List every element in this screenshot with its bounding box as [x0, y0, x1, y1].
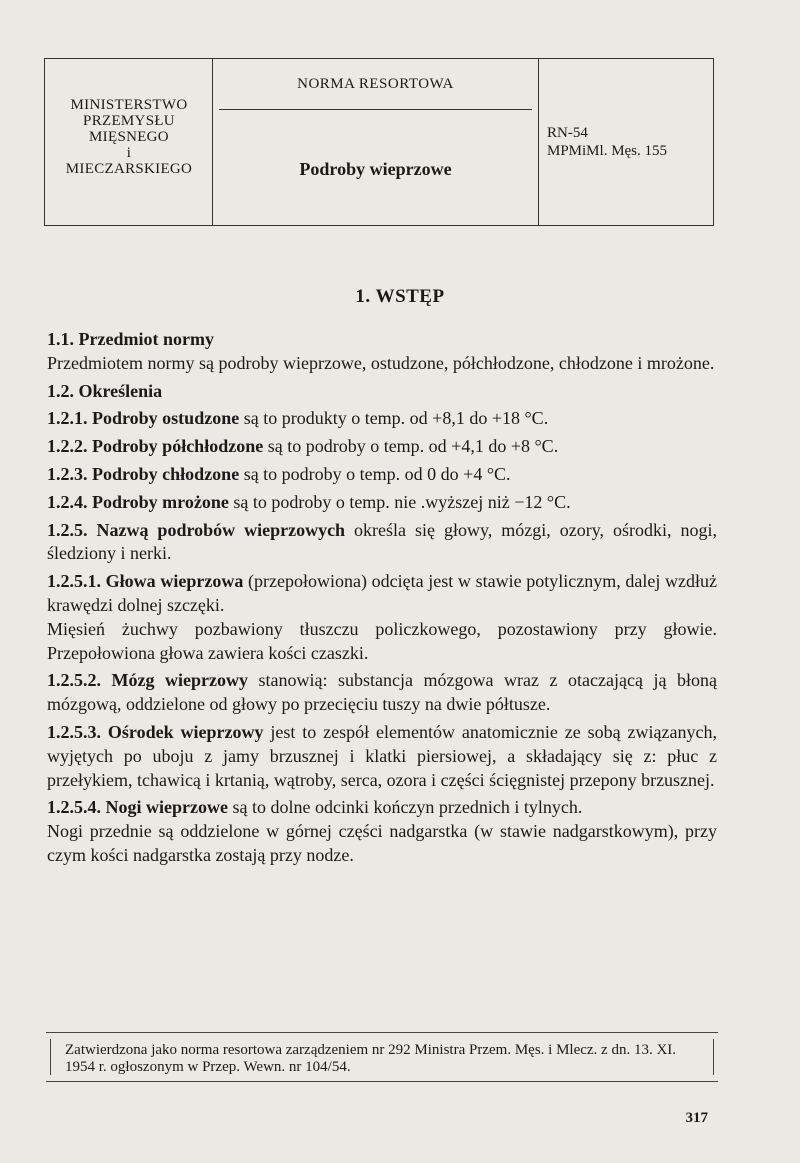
page-number: 317: [685, 1110, 708, 1126]
paragraph-heading: 1.2.5.3. Ośrodek wieprzowy: [47, 721, 264, 742]
ministry-line: MIECZARSKIEGO: [65, 161, 193, 177]
paragraph-text: Nogi przednie są oddzielone w górnej części nadgarstka (w stawie nadgarstkowym), przy czym kości nadgarstka zostają przy nodze.: [47, 821, 717, 865]
paragraph: [47, 352, 717, 376]
norm-code: RN-54: [547, 125, 588, 141]
paragraph-text: są to podroby o temp. nie .wyższej niż −12 °C.: [228, 491, 571, 512]
ministry-name: [45, 97, 213, 177]
paragraph: [47, 407, 717, 431]
approval-note-box: [46, 1032, 718, 1082]
title-cell: [213, 59, 539, 225]
section-title: 1. WSTĘP: [355, 286, 445, 307]
paragraph-heading: 1.2.2. Podroby półchłodzone: [47, 436, 264, 457]
document-title: Podroby wieprzowe: [299, 159, 452, 179]
paragraph-text: stanowią: substancja mózgowa wraz z otaczającą ją błoną mózgową, oddzielone od głowy po przecięciu tuszy na dwie półtusze.: [47, 670, 717, 715]
divider: [219, 109, 532, 110]
document-body: [47, 328, 717, 868]
paragraph-text: są to dolne odcinki kończyn przednich i tylnych.: [227, 797, 583, 818]
paragraph-text: są to podroby o temp. od +4,1 do +8 °C.: [263, 436, 559, 457]
ministry-line: MINISTERSTWO: [70, 97, 188, 113]
paragraph-heading: 1.2.4. Podroby mrożone: [47, 491, 229, 512]
paragraph: [47, 435, 717, 459]
paragraph-heading: 1.1. Przedmiot normy: [47, 329, 214, 349]
approval-note: Zatwierdzona jako norma resortowa zarządzeniem nr 292 Ministra Przem. Męs. i Mlecz. z dn. 13. XI. 1954 r. ogłoszonym w Przep. Wewn. nr 104/54.: [65, 1042, 677, 1075]
norm-reference: MPMiMl. Męs. 155: [547, 143, 668, 159]
paragraph: [47, 570, 717, 618]
norm-type: NORMA RESORTOWA: [297, 76, 454, 92]
paragraph: [47, 491, 717, 515]
paragraph-heading: 1.2.3. Podroby chłodzone: [47, 463, 240, 484]
ministry-line: PRZEMYSŁU: [83, 113, 175, 129]
paragraph-text: Mięsień żuchwy pozbawiony tłuszczu policzkowego, pozostawiony przy głowie. Przepołowiona głowa zawiera kości czaszki.: [47, 618, 717, 663]
paragraph: [47, 669, 717, 717]
paragraph: [47, 380, 717, 404]
paragraph: [47, 519, 717, 567]
ministry-cell: [45, 59, 213, 225]
paragraph-heading: 1.2. Określenia: [47, 380, 163, 401]
paragraph: [47, 820, 717, 868]
paragraph-heading: 1.2.5.1. Głowa wieprzowa: [47, 571, 244, 592]
paragraph: [47, 721, 717, 792]
paragraph-text: Przedmiotem normy są podroby wieprzowe, ostudzone, półchłodzone, chłodzone i mrożone.: [47, 352, 715, 373]
ministry-line: MIĘSNEGO: [89, 129, 169, 145]
paragraph-text: są to produkty o temp. od +8,1 do +18 °C.: [239, 408, 549, 429]
paragraph: [47, 463, 717, 487]
code-cell: [539, 59, 715, 225]
header-table: [44, 58, 714, 226]
paragraph: [47, 328, 717, 352]
paragraph-text: (przepołowiona) odcięta jest w stawie potylicznym, dalej wzdłuż krawędzi dolnej szczęki.: [47, 571, 718, 615]
paragraph-text: są to podroby o temp. od 0 do +4 °C.: [239, 463, 511, 484]
paragraph: [47, 796, 717, 820]
paragraph-heading: 1.2.5.2. Mózg wieprzowy: [47, 670, 248, 691]
paragraph-heading: 1.2.1. Podroby ostudzone: [47, 408, 240, 429]
ministry-line: i: [126, 145, 132, 161]
paragraph-heading: 1.2.5.4. Nogi wieprzowe: [47, 797, 228, 818]
paragraph-heading: 1.2.5. Nazwą podrobów wieprzowych: [47, 519, 346, 540]
paragraph-text: jest to zespół elementów anatomicznie ze sobą związanych, wyjętych po uboju z jamy brzusznej i klatki piersiowej, a składający się z: płuc z przełykiem, tchawicą i krtanią, wątroby, serca, ozora i części ścięgnistej przepony brzusznej.: [47, 721, 717, 790]
paragraph-text: określa się głowy, mózgi, ozory, ośrodki, nogi, śledziony i nerki.: [47, 519, 717, 564]
paragraph: [47, 618, 717, 666]
